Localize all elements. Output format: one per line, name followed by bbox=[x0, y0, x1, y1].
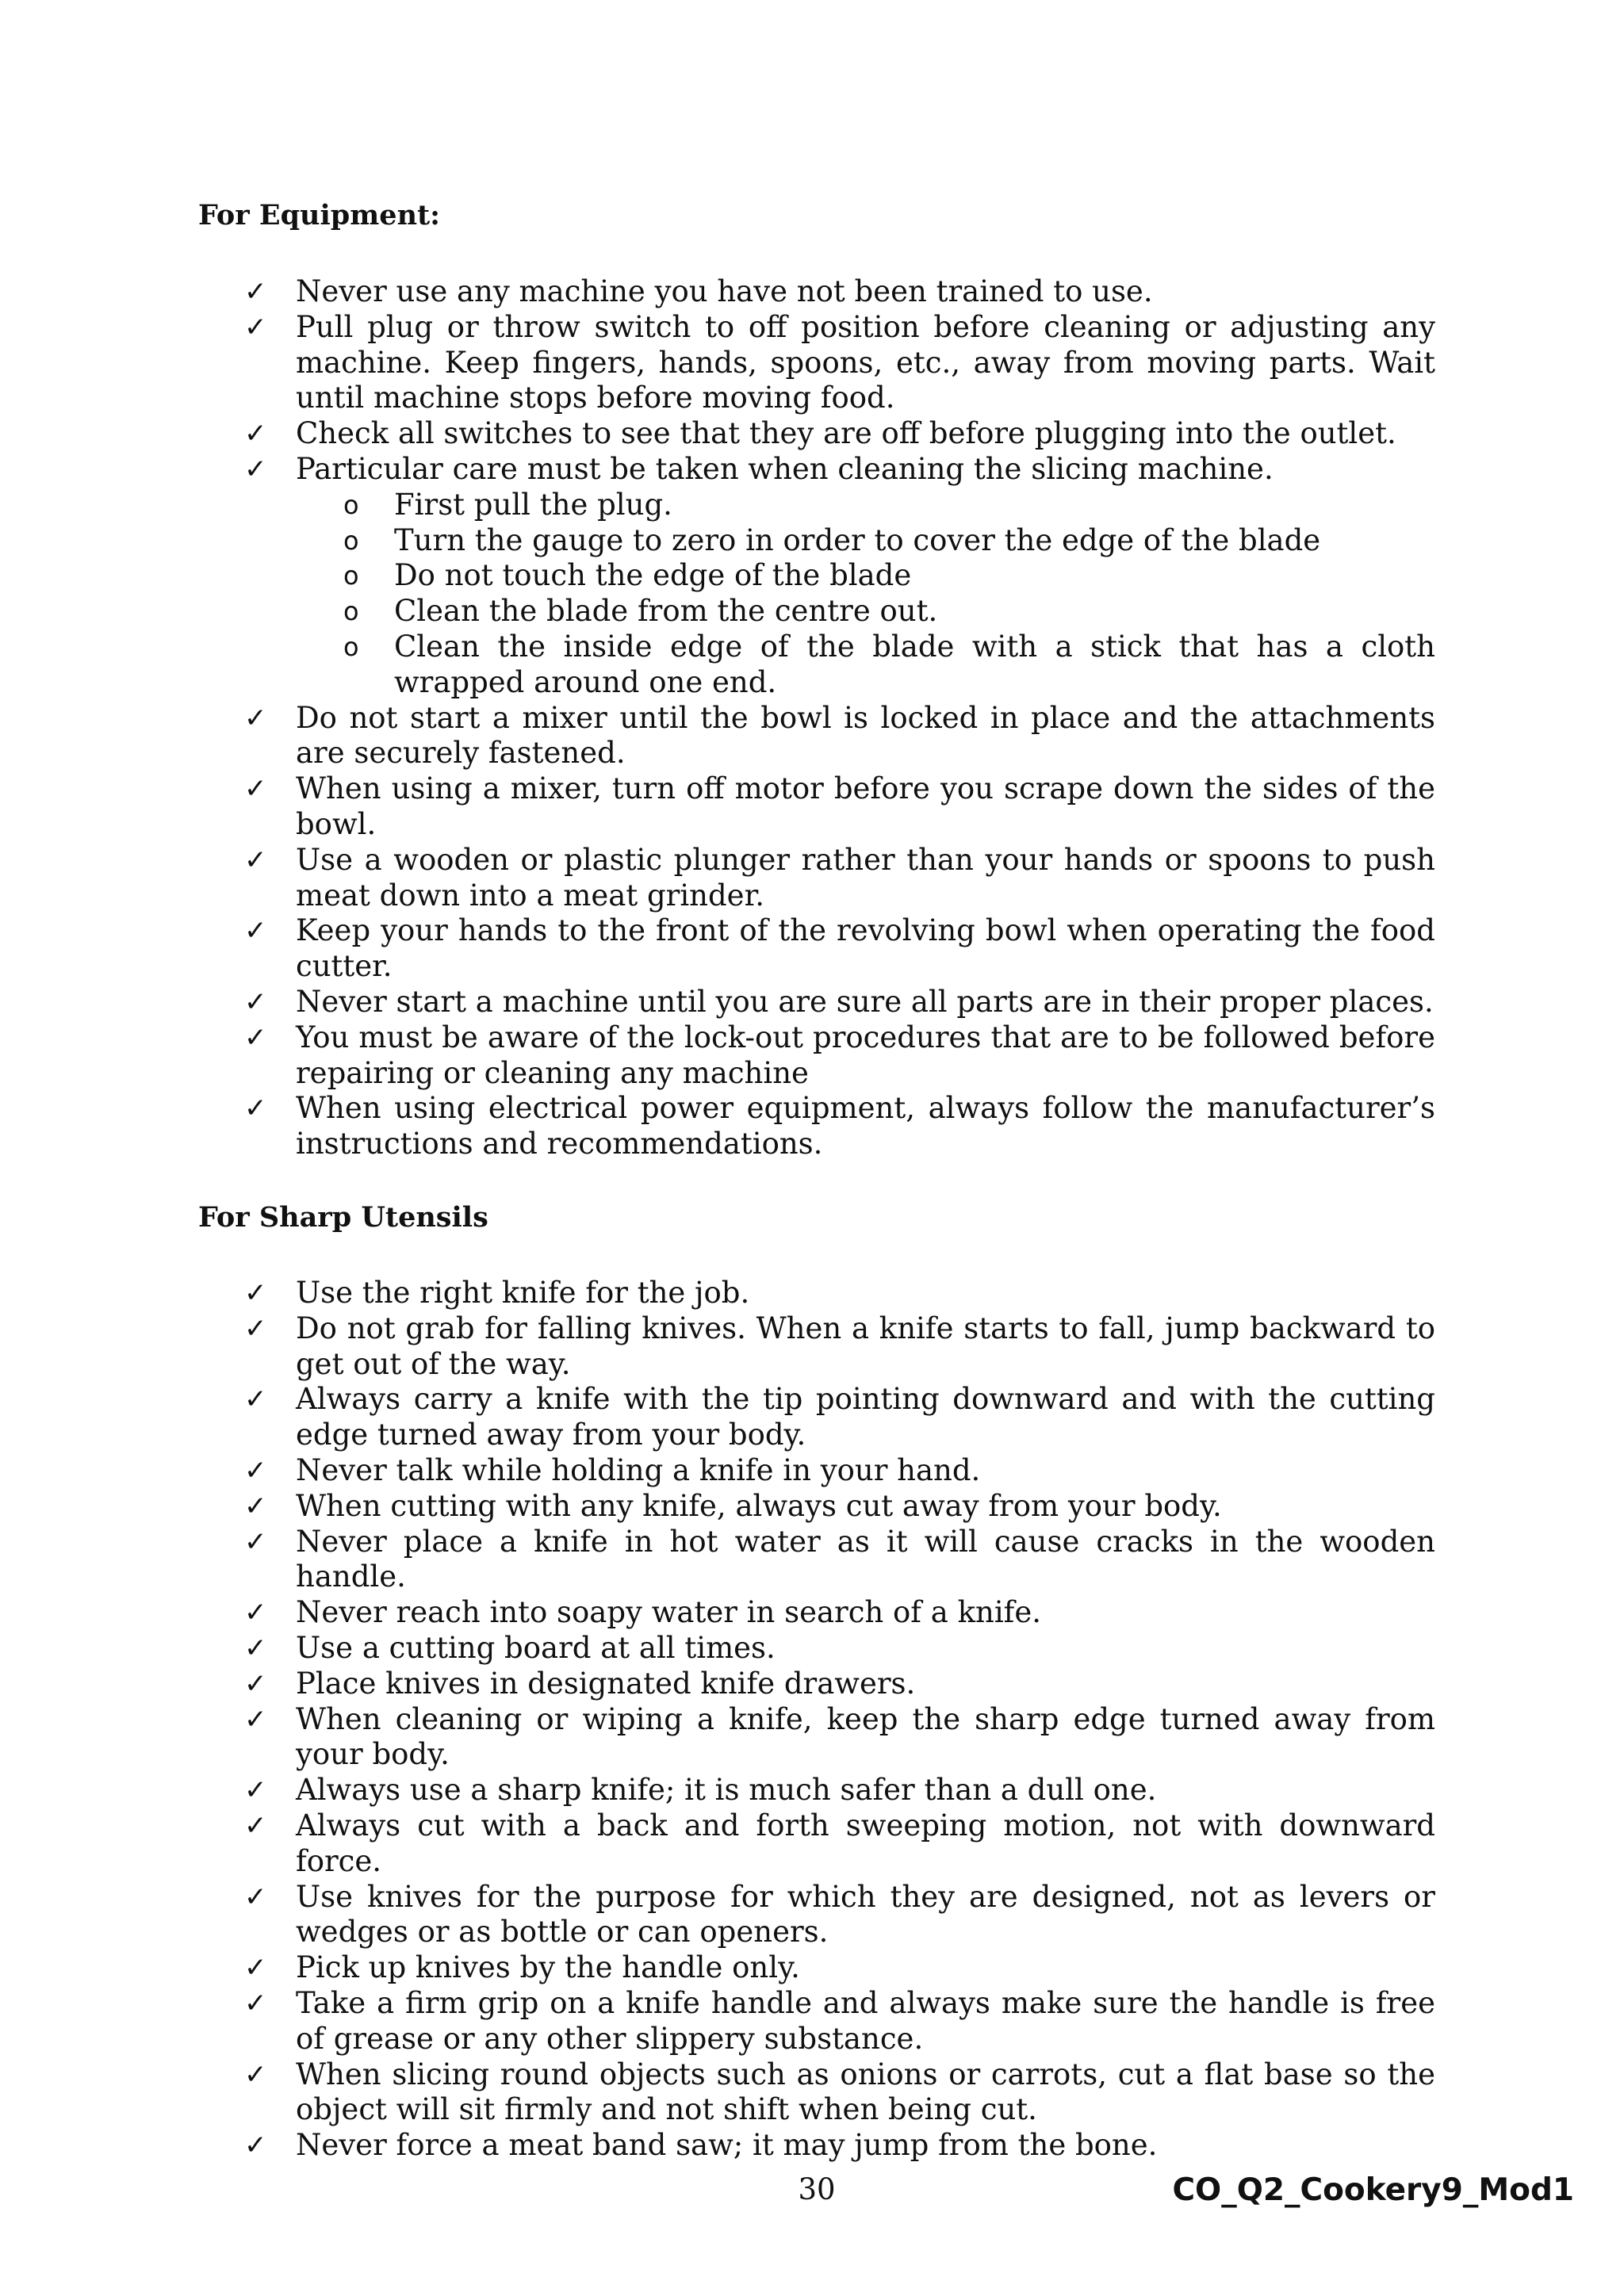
checklist-item bbox=[0, 1020, 1435, 1092]
checkmark-icon: ✓ bbox=[244, 276, 267, 308]
checklist-item bbox=[0, 452, 1435, 701]
checklist-item-text: Take a firm grip on a knife handle and always make sure the handle is free of grease or any other slippery substance. bbox=[296, 1985, 1435, 2056]
checkmark-icon: ✓ bbox=[244, 2130, 267, 2162]
section-heading-equipment: For Equipment: bbox=[198, 199, 441, 232]
checklist-item bbox=[0, 1489, 1435, 1525]
checklist-item-text: Use the right knife for the job. bbox=[296, 1276, 750, 1310]
checklist-item-text: Always cut with a back and forth sweeping motion, not with downward force. bbox=[296, 1808, 1435, 1878]
checklist-item-text: Never reach into soapy water in search of a knife. bbox=[296, 1595, 1042, 1630]
checklist-item-text: Use a cutting board at all times. bbox=[296, 1630, 776, 1665]
checklist-item-text: Check all switches to see that they are off before plugging into the outlet. bbox=[296, 416, 1396, 451]
sub-list-item-text: Do not touch the edge of the blade bbox=[394, 558, 912, 593]
checklist-item-text: Always use a sharp knife; it is much safer than a dull one. bbox=[296, 1773, 1157, 1808]
hollow-circle-bullet-icon: o bbox=[343, 489, 359, 520]
checkmark-icon: ✓ bbox=[244, 1021, 267, 1054]
checkmark-icon: ✓ bbox=[244, 1667, 267, 1700]
checklist-item-text: Use knives for the purpose for which they are designed, not as levers or wedges or as bottle or can openers. bbox=[296, 1879, 1435, 1950]
checklist-item bbox=[0, 913, 1435, 985]
checklist-item-text: Never use any machine you have not been trained to use. bbox=[296, 274, 1153, 308]
checklist-item-text: Always carry a knife with the tip pointing downward and with the cutting edge turned away from your body. bbox=[296, 1382, 1435, 1452]
hollow-circle-bullet-icon: o bbox=[343, 631, 359, 662]
sharp-utensils-checklist bbox=[0, 1276, 1624, 2164]
page-number: 30 bbox=[798, 2172, 836, 2206]
checkmark-icon: ✓ bbox=[244, 1490, 267, 1522]
checklist-item bbox=[0, 1631, 1435, 1667]
checkmark-icon: ✓ bbox=[244, 1383, 267, 1416]
checklist-item-text: Particular care must be taken when cleaning the slicing machine. bbox=[296, 451, 1274, 486]
checkmark-icon: ✓ bbox=[244, 1632, 267, 1664]
checklist-item bbox=[0, 771, 1435, 843]
checklist-item bbox=[0, 1986, 1435, 2057]
sub-list-item bbox=[296, 488, 1435, 523]
checkmark-icon: ✓ bbox=[244, 1952, 267, 1984]
checkmark-icon: ✓ bbox=[244, 844, 267, 876]
checklist-item-text: When cleaning or wiping a knife, keep the sharp edge turned away from your body. bbox=[296, 1701, 1435, 1772]
checklist-item-text: When slicing round objects such as onions or carrots, cut a flat base so the object will sit firmly and not shift when being cut. bbox=[296, 2057, 1435, 2127]
checklist-item bbox=[0, 985, 1435, 1020]
sub-list-item-text: First pull the plug. bbox=[394, 487, 672, 522]
checkmark-icon: ✓ bbox=[244, 1809, 267, 1842]
sub-list-item bbox=[296, 558, 1435, 594]
checklist-item bbox=[0, 1453, 1435, 1489]
hollow-circle-bullet-icon: o bbox=[343, 561, 359, 591]
checklist-item-text: Never start a machine until you are sure all parts are in their proper places. bbox=[296, 984, 1434, 1019]
checkmark-icon: ✓ bbox=[244, 702, 267, 734]
checkmark-icon: ✓ bbox=[244, 1277, 267, 1309]
checklist-item-text: When using electrical power equipment, always follow the manufacturer’s instructions and recommendations. bbox=[296, 1091, 1435, 1161]
checkmark-icon: ✓ bbox=[244, 2058, 267, 2091]
checkmark-icon: ✓ bbox=[244, 1987, 267, 2019]
module-code: CO_Q2_Cookery9_Mod1 bbox=[1172, 2172, 1574, 2208]
checkmark-icon: ✓ bbox=[244, 915, 267, 947]
checklist-item bbox=[0, 1667, 1435, 1702]
checklist-item bbox=[0, 1091, 1435, 1162]
checklist-item bbox=[0, 1595, 1435, 1631]
sub-list-item bbox=[296, 594, 1435, 629]
checklist-item-text: Pick up knives by the handle only. bbox=[296, 1950, 800, 1985]
checklist-item-text: Use a wooden or plastic plunger rather than your hands or spoons to push meat down into a meat grinder. bbox=[296, 842, 1435, 913]
section-heading-sharp-utensils: For Sharp Utensils bbox=[198, 1201, 488, 1234]
equipment-checklist bbox=[0, 274, 1624, 1162]
checkmark-icon: ✓ bbox=[244, 1093, 267, 1125]
checklist-item bbox=[0, 1773, 1435, 1808]
checklist-item-text: Never force a meat band saw; it may jump from the bone. bbox=[296, 2128, 1158, 2163]
checkmark-icon: ✓ bbox=[244, 1703, 267, 1735]
checkmark-icon: ✓ bbox=[244, 773, 267, 806]
sub-list-item-text: Clean the blade from the centre out. bbox=[394, 594, 938, 629]
checklist-item bbox=[0, 1276, 1435, 1311]
checklist-item bbox=[0, 416, 1435, 452]
hollow-circle-bullet-icon: o bbox=[343, 525, 359, 556]
checkmark-icon: ✓ bbox=[244, 985, 267, 1018]
sub-checklist bbox=[296, 488, 1435, 701]
sub-list-item bbox=[296, 523, 1435, 559]
checklist-item bbox=[0, 1808, 1435, 1880]
checklist-item bbox=[0, 1880, 1435, 1951]
checklist-item bbox=[0, 1311, 1435, 1383]
checklist-item bbox=[0, 1950, 1435, 1986]
checklist-item-text: Pull plug or throw switch to off position before cleaning or adjusting any machine. Keep fingers, hands, spoons, etc., away from moving parts. Wait until machine stops before moving food. bbox=[296, 309, 1435, 415]
checkmark-icon: ✓ bbox=[244, 1454, 267, 1487]
checklist-item-text: You must be aware of the lock-out procedures that are to be followed before repairing or cleaning any machine bbox=[296, 1020, 1435, 1090]
checkmark-icon: ✓ bbox=[244, 311, 267, 343]
checklist-item-text: Never place a knife in hot water as it will cause cracks in the wooden handle. bbox=[296, 1524, 1435, 1594]
checkmark-icon: ✓ bbox=[244, 1525, 267, 1558]
checklist-item bbox=[0, 274, 1435, 310]
checkmark-icon: ✓ bbox=[244, 418, 267, 450]
checklist-item-text: Place knives in designated knife drawers. bbox=[296, 1666, 916, 1701]
checklist-item bbox=[0, 1525, 1435, 1596]
checklist-item bbox=[0, 2057, 1435, 2129]
hollow-circle-bullet-icon: o bbox=[343, 596, 359, 627]
checkmark-icon: ✓ bbox=[244, 453, 267, 485]
checklist-item-text: Never talk while holding a knife in your hand. bbox=[296, 1452, 981, 1487]
sub-list-item-text: Turn the gauge to zero in order to cover the edge of the blade bbox=[394, 522, 1321, 557]
checklist-item bbox=[0, 2128, 1435, 2164]
checklist-item bbox=[0, 310, 1435, 416]
checklist-item bbox=[0, 1382, 1435, 1453]
checklist-item bbox=[0, 701, 1435, 772]
checkmark-icon: ✓ bbox=[244, 1597, 267, 1629]
checklist-item bbox=[0, 1702, 1435, 1774]
checklist-item-text: Do not start a mixer until the bowl is locked in place and the attachments are securely fastened. bbox=[296, 700, 1435, 771]
checkmark-icon: ✓ bbox=[244, 1774, 267, 1807]
checkmark-icon: ✓ bbox=[244, 1312, 267, 1345]
sub-list-item bbox=[296, 629, 1435, 701]
checklist-item-text: When using a mixer, turn off motor before you scrape down the sides of the bowl. bbox=[296, 771, 1435, 841]
checklist-item-text: Keep your hands to the front of the revolving bowl when operating the food cutter. bbox=[296, 913, 1435, 984]
sub-list-item-text: Clean the inside edge of the blade with a stick that has a cloth wrapped around one end. bbox=[394, 629, 1435, 699]
checklist-item-text: Do not grab for falling knives. When a knife starts to fall, jump backward to get out of the way. bbox=[296, 1311, 1435, 1381]
checkmark-icon: ✓ bbox=[244, 1881, 267, 1913]
checklist-item bbox=[0, 843, 1435, 914]
checklist-item-text: When cutting with any knife, always cut away from your body. bbox=[296, 1488, 1222, 1523]
